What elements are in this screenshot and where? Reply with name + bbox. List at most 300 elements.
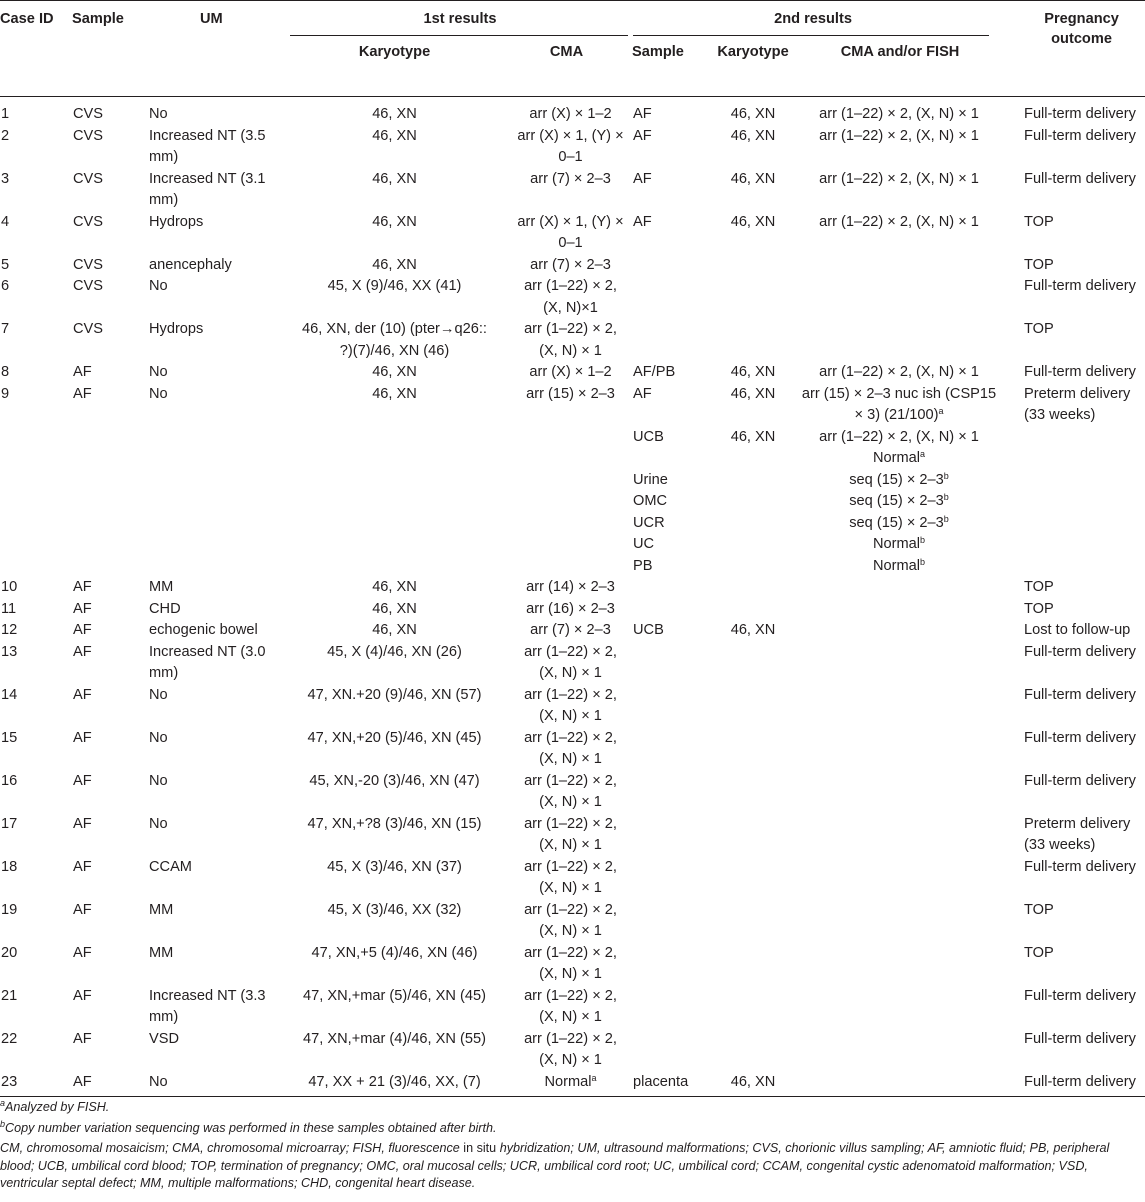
cell-karyotype [288,900,501,943]
cell-second-karyotype [710,362,796,384]
cell-case-id [0,1029,72,1072]
cell-text: 17 [1,815,18,832]
header-cma: CMA [549,44,584,60]
cell-karyotype [288,362,501,384]
cell-text: 47, XN,+?8 (3)/46, XN (15) [307,815,482,832]
cell-sample [72,556,148,578]
cell-text: AF [73,729,92,746]
cell-pregnancy-outcome [1004,534,1145,556]
cell-second-sample [632,276,710,319]
cell-cma [501,384,632,427]
table-header [0,0,1145,100]
table-row [0,771,1145,814]
cell-pregnancy-outcome [1004,556,1145,578]
cell-text: AF/PB [633,364,676,380]
cell-karyotype [288,771,501,814]
cell-text: CVS [73,127,104,144]
footnote-b-mark: b [0,1118,6,1129]
cell-text: TOP [1024,944,1054,961]
cell-text: AF [73,815,92,832]
cell-karyotype [288,1029,501,1072]
cell-text: arr (1–22) × 2, (X, N)×1 [524,278,617,316]
cell-cma-fish [796,169,1004,212]
cell-text: AF [73,1073,92,1090]
second-results-rule [633,35,989,36]
cell-case-id [0,943,72,986]
cell-text: 47, XN,+mar (4)/46, XN (55) [303,1030,486,1047]
cell-cma-fish [796,857,1004,900]
cell-text: 16 [1,772,18,789]
table-row [0,513,1145,535]
cell-text: 46, XN [372,364,417,380]
header-sample: Sample [72,11,124,27]
cell-text: Preterm delivery (33 weeks) [1024,815,1131,853]
cell-um [148,384,288,427]
cell-second-sample [632,943,710,986]
cell-second-karyotype [710,857,796,900]
cell-second-sample [632,986,710,1029]
cell-text: Full-term delivery [1024,772,1136,789]
footnote-marker: a [938,406,944,416]
cell-case-id [0,620,72,642]
cell-text: CVS [73,213,104,230]
footnote-marker: b [920,556,926,567]
cell-second-karyotype [710,126,796,169]
cell-text: 4 [1,213,10,230]
cell-case-id [0,276,72,319]
cell-second-sample [632,513,710,535]
cell-second-karyotype [710,491,796,513]
cell-text: AF [73,686,92,703]
cell-karyotype [288,384,501,427]
cell-um [148,126,288,169]
footnote-marker: b [943,513,949,524]
footnote-marker: a [920,449,926,459]
cell-case-id [0,362,72,384]
cell-text: 46, XN [372,127,417,144]
cell-karyotype [288,728,501,771]
cell-cma [501,599,632,621]
cell-pregnancy-outcome [1004,642,1145,685]
cell-um [148,986,288,1029]
cell-karyotype [288,427,501,470]
cell-text: TOP [1024,256,1054,273]
cell-karyotype [288,491,501,513]
cell-second-karyotype [710,534,796,556]
cell-cma-fish [796,255,1004,277]
cell-second-sample [632,255,710,277]
cell-second-sample [632,534,710,556]
cell-sample [72,642,148,685]
cell-um [148,276,288,319]
cell-text: 22 [1,1030,18,1047]
cell-case-id [0,491,72,513]
cell-text: No [149,686,168,703]
cell-case-id [0,642,72,685]
cell-cma [501,857,632,900]
cell-cma [501,491,632,513]
cell-text: 45, X (3)/46, XN (37) [327,858,462,875]
cell-karyotype [288,685,501,728]
cell-second-sample [632,685,710,728]
cell-karyotype [288,100,501,126]
cell-text: arr (1–22) × 2, (X, N) × 1 [819,364,979,380]
cell-cma [501,642,632,685]
cell-sample [72,943,148,986]
cell-text: arr (1–22) × 2, (X, N) × 1 [524,858,617,896]
table-row [0,986,1145,1029]
cell-cma [501,513,632,535]
cell-pregnancy-outcome [1004,986,1145,1029]
cell-cma [501,100,632,126]
cell-um [148,491,288,513]
header-second-results: 2nd results [774,11,852,27]
cell-um [148,212,288,255]
cell-cma [501,362,632,384]
cell-cma [501,276,632,319]
cell-text: Full-term delivery [1024,278,1136,294]
table-row [0,276,1145,319]
cell-text: UC [633,536,655,552]
cell-pregnancy-outcome [1004,728,1145,771]
cell-case-id [0,986,72,1029]
cell-pregnancy-outcome [1004,599,1145,621]
cell-sample [72,100,148,126]
cell-text: 21 [1,987,18,1004]
cell-second-sample [632,1029,710,1072]
cell-text: CVS [73,278,104,294]
cell-cma [501,986,632,1029]
cell-text: arr (1–22) × 2, (X, N) × 1 [524,944,617,982]
cell-text: echogenic bowel [149,622,258,638]
cell-um [148,255,288,277]
cell-pregnancy-outcome [1004,857,1145,900]
table-row [0,470,1145,492]
cell-cma-fish [796,384,1004,427]
cell-case-id [0,685,72,728]
cell-pregnancy-outcome [1004,319,1145,362]
cell-text: Full-term delivery [1024,106,1136,122]
cell-text: AF [73,643,92,660]
cell-um [148,362,288,384]
cell-text: CVS [73,106,104,122]
cell-text: Full-term delivery [1024,858,1136,875]
cell-cma-fish [796,1072,1004,1094]
cell-second-sample [632,642,710,685]
cell-text: 45, X (4)/46, XN (26) [327,643,462,660]
cell-cma [501,470,632,492]
cell-second-karyotype [710,100,796,126]
cell-text: 6 [1,278,10,294]
cell-pregnancy-outcome [1004,771,1145,814]
table-row [0,491,1145,513]
cell-text: 46, XN, der (10) (pter→q26:: ?)(7)/46, XN (46) [302,321,487,359]
cell-second-karyotype [710,771,796,814]
cell-second-karyotype [710,900,796,943]
cell-text: 46, XN [730,127,776,144]
cell-second-sample [632,620,710,642]
cell-second-sample [632,577,710,599]
cell-text: 47, XN.+20 (9)/46, XN (57) [307,686,482,703]
cell-um [148,470,288,492]
cell-case-id [0,384,72,427]
cell-text: arr (7) × 2–3 [530,256,611,273]
cell-text: MM [149,579,174,595]
cell-text: No [149,772,168,789]
table-row [0,1072,1145,1094]
cell-sample [72,1029,148,1072]
cell-um [148,534,288,556]
cell-cma-fish [796,986,1004,1029]
cell-cma-fish [796,620,1004,642]
cell-karyotype [288,599,501,621]
cell-text: Increased NT (3.0 mm) [149,643,266,681]
cell-sample [72,771,148,814]
cell-text: 47, XN,+20 (5)/46, XN (45) [307,729,482,746]
cell-second-karyotype [710,255,796,277]
cell-um [148,1072,288,1094]
cell-text: 19 [1,901,18,918]
cell-second-sample [632,362,710,384]
cell-um [148,814,288,857]
cell-sample [72,685,148,728]
cell-text: 46, XN [372,600,417,617]
cell-um [148,577,288,599]
header-first-results: 1st results [423,11,497,27]
cell-pregnancy-outcome [1004,685,1145,728]
cell-cma-fish [796,599,1004,621]
cell-karyotype [288,857,501,900]
cell-pregnancy-outcome [1004,276,1145,319]
cell-text: AF [73,600,92,617]
cell-text: arr (7) × 2–3 [530,622,611,638]
cell-um [148,857,288,900]
cell-text: 46, XN [372,213,417,230]
cell-text: AF [73,944,92,961]
cell-second-sample [632,470,710,492]
cell-text: seq (15) × 2–3 [849,493,944,509]
cell-text: arr (1–22) × 2, (X, N) × 1 [524,1030,617,1068]
table-row [0,126,1145,169]
table-row [0,943,1145,986]
footnote-a-mark: a [0,1098,6,1108]
cell-second-karyotype [710,319,796,362]
cell-text: UCB [633,622,664,638]
cell-second-karyotype [710,513,796,535]
cell-second-sample [632,556,710,578]
cell-case-id [0,212,72,255]
cell-um [148,943,288,986]
cell-karyotype [288,126,501,169]
cell-text: Lost to follow-up [1024,622,1131,638]
table-row [0,900,1145,943]
cell-cma-fish [796,1029,1004,1072]
cell-text: Normal [544,1073,592,1090]
table-row [0,685,1145,728]
cell-text: AF [73,622,92,638]
cell-cma-fish [796,470,1004,492]
header-karyotype: Karyotype [358,44,431,60]
cell-um [148,319,288,362]
cell-karyotype [288,642,501,685]
cell-karyotype [288,814,501,857]
cell-text: Hydrops [149,213,204,230]
top-rule [0,0,1145,1]
cell-text: Full-term delivery [1024,643,1136,660]
cell-text: arr (1–22) × 2, (X, N) × 1 [524,815,617,853]
cell-cma-fish [796,126,1004,169]
cell-text: 46, XN [730,622,776,638]
cell-text: 14 [1,686,18,703]
cell-text: 46, XN [730,170,776,187]
cell-text: 13 [1,643,18,660]
cell-pregnancy-outcome [1004,620,1145,642]
table-row [0,362,1145,384]
cell-cma-fish [796,534,1004,556]
cell-text: Increased NT (3.5 mm) [149,127,266,165]
table-row [0,728,1145,771]
cell-um [148,427,288,470]
cell-text: AF [73,987,92,1004]
cell-case-id [0,255,72,277]
header-pregnancy-outcome: Pregnancy outcome [1044,11,1119,47]
cell-text: Increased NT (3.1 mm) [149,170,266,208]
table-row [0,620,1145,642]
cell-text: Normal [873,450,921,466]
cell-text: AF [73,364,92,380]
table-row [0,384,1145,427]
cell-text: No [149,106,168,122]
cell-case-id [0,728,72,771]
cell-text: 23 [1,1073,18,1090]
bottom-rule [0,1096,1145,1097]
cell-cma [501,534,632,556]
cell-text: Full-term delivery [1024,1030,1136,1047]
cell-cma [501,943,632,986]
cell-second-sample [632,384,710,427]
cell-sample [72,620,148,642]
cell-karyotype [288,986,501,1029]
cell-karyotype [288,534,501,556]
cell-text: Normal [873,557,921,574]
cell-um [148,642,288,685]
footnote-marker: b [943,470,949,481]
cell-cma [501,771,632,814]
cell-karyotype [288,577,501,599]
cell-text: No [149,364,168,380]
cell-text: AF [633,127,652,144]
footnotes [0,1099,1140,1196]
cell-pregnancy-outcome [1004,1029,1145,1072]
cell-text: 5 [1,256,10,273]
header-um: UM [200,11,223,27]
footnote-marker: b [920,535,926,545]
cell-text: Preterm delivery (33 weeks) [1024,385,1131,423]
cell-text: 9 [1,385,10,402]
cell-pregnancy-outcome [1004,212,1145,255]
table-row [0,556,1145,578]
cell-sample [72,534,148,556]
cell-text: 46, XN [730,1073,776,1090]
cell-cma [501,126,632,169]
cell-text: AF [633,385,652,402]
table-row [0,100,1145,126]
cell-text: 46, XN [730,385,776,402]
cell-karyotype [288,212,501,255]
cell-cma-fish [796,900,1004,943]
cell-cma [501,685,632,728]
cell-karyotype [288,1072,501,1094]
cell-karyotype [288,943,501,986]
cell-text: TOP [1024,321,1054,337]
cell-sample [72,728,148,771]
cell-case-id [0,513,72,535]
header-second-karyotype: Karyotype [717,44,789,60]
cell-second-karyotype [710,728,796,771]
cell-sample [72,1072,148,1094]
cell-text: 15 [1,729,18,746]
cell-text: AF [73,772,92,789]
cell-cma [501,620,632,642]
cell-text: AF [633,106,652,122]
cell-text: arr (1–22) × 2, (X, N) × 1 [524,686,617,724]
cell-case-id [0,900,72,943]
cell-cma [501,1029,632,1072]
cell-second-sample [632,1072,710,1094]
cell-cma [501,577,632,599]
cell-um [148,771,288,814]
cell-text: arr (X) × 1, (Y) × 0–1 [517,213,624,251]
cell-text: arr (1–22) × 2, (X, N) × 1 [524,772,617,810]
cell-text: TOP [1024,213,1054,230]
cell-um [148,685,288,728]
cell-text: 20 [1,944,18,961]
abbreviations-in-situ: in situ [459,1141,500,1156]
cell-text: arr (14) × 2–3 [526,579,615,595]
cell-text: 47, XX + 21 (3)/46, XX, (7) [308,1073,481,1090]
cell-second-karyotype [710,1029,796,1072]
cell-text: anencephaly [149,256,232,273]
cell-cma [501,255,632,277]
cell-text: AF [73,385,92,402]
cell-text: seq (15) × 2–3 [849,514,944,531]
cell-text: Increased NT (3.3 mm) [149,987,266,1025]
cell-text: arr (1–22) × 2, (X, N) × 1 [819,428,979,445]
cell-um [148,1029,288,1072]
cell-second-sample [632,491,710,513]
cell-text: 46, XN [372,385,417,402]
cell-text: No [149,1073,168,1090]
cell-um [148,556,288,578]
cell-um [148,100,288,126]
cell-sample [72,599,148,621]
header-second-sample: Sample [632,44,684,60]
cell-text: 10 [1,579,18,595]
cell-text: 46, XN [730,106,776,122]
cell-text: MM [149,901,174,918]
cell-sample [72,255,148,277]
cell-case-id [0,319,72,362]
cell-cma [501,319,632,362]
cell-karyotype [288,255,501,277]
cell-karyotype [288,556,501,578]
footnote-abbreviations [0,1140,1140,1193]
cell-second-sample [632,319,710,362]
cell-sample [72,470,148,492]
cell-text: 18 [1,858,18,875]
table-row [0,427,1145,470]
cell-text: 8 [1,364,10,380]
